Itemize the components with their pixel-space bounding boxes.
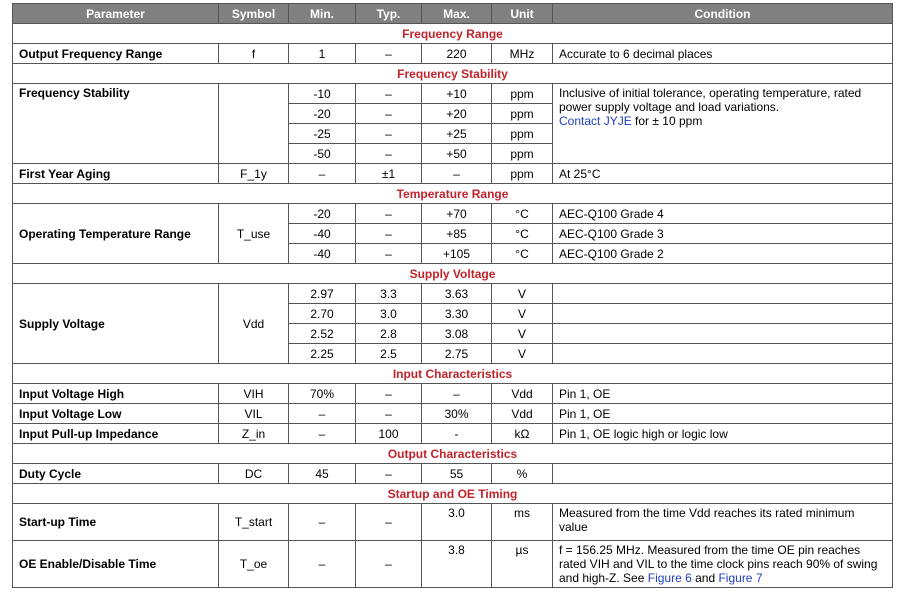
min-cell: -50 xyxy=(289,144,356,164)
min-cell: -40 xyxy=(289,224,356,244)
unit-cell: ppm xyxy=(492,84,553,104)
condition-text: Inclusive of initial tolerance, operating temperature, rated power supply voltage and load variations. xyxy=(559,86,862,114)
section-title: Startup and OE Timing xyxy=(13,484,893,504)
unit-cell: Vdd xyxy=(492,404,553,424)
param-name: First Year Aging xyxy=(13,164,219,184)
symbol-cell: VIL xyxy=(219,404,289,424)
min-cell: 45 xyxy=(289,464,356,484)
table-row xyxy=(13,504,893,541)
table-row xyxy=(13,404,893,424)
table-row xyxy=(13,44,893,64)
typ-cell: – xyxy=(356,204,422,224)
typ-cell: – xyxy=(356,464,422,484)
typ-cell: 100 xyxy=(356,424,422,444)
unit-cell: ppm xyxy=(492,124,553,144)
unit-cell: °C xyxy=(492,224,553,244)
max-cell: +105 xyxy=(422,244,492,264)
max-cell: +10 xyxy=(422,84,492,104)
max-cell: 30% xyxy=(422,404,492,424)
header-max: Max. xyxy=(422,4,492,24)
min-cell: -10 xyxy=(289,84,356,104)
section-title: Frequency Stability xyxy=(13,64,893,84)
unit-cell: ppm xyxy=(492,144,553,164)
table-row xyxy=(13,84,893,104)
typ-cell: 2.5 xyxy=(356,344,422,364)
typ-cell: – xyxy=(356,104,422,124)
section-row xyxy=(13,484,893,504)
table-row xyxy=(13,284,893,304)
symbol-cell: T_oe xyxy=(219,541,289,588)
param-name: Input Voltage Low xyxy=(13,404,219,424)
table-row xyxy=(13,384,893,404)
header-condition: Condition xyxy=(553,4,893,24)
max-cell: 3.0 xyxy=(422,504,492,541)
condition-cell xyxy=(553,284,893,304)
max-cell: +25 xyxy=(422,124,492,144)
unit-cell: °C xyxy=(492,204,553,224)
param-name: Frequency Stability xyxy=(13,84,219,164)
condition-cell: Pin 1, OE xyxy=(553,404,893,424)
condition-cell: AEC-Q100 Grade 4 xyxy=(553,204,893,224)
table-row xyxy=(13,164,893,184)
section-row xyxy=(13,184,893,204)
header-min: Min. xyxy=(289,4,356,24)
condition-cell: Pin 1, OE xyxy=(553,384,893,404)
min-cell: -20 xyxy=(289,104,356,124)
header-parameter: Parameter xyxy=(13,4,219,24)
header-typ: Typ. xyxy=(356,4,422,24)
unit-cell: MHz xyxy=(492,44,553,64)
max-cell: 3.08 xyxy=(422,324,492,344)
figure-7-link[interactable]: Figure 7 xyxy=(718,571,763,585)
condition-cell xyxy=(553,344,893,364)
section-title: Temperature Range xyxy=(13,184,893,204)
section-row xyxy=(13,444,893,464)
symbol-cell: Z_in xyxy=(219,424,289,444)
section-row xyxy=(13,64,893,84)
param-name: Output Frequency Range xyxy=(13,44,219,64)
min-cell: 2.70 xyxy=(289,304,356,324)
unit-cell: V xyxy=(492,344,553,364)
table-row xyxy=(13,204,893,224)
min-cell: 70% xyxy=(289,384,356,404)
section-row xyxy=(13,264,893,284)
min-cell: – xyxy=(289,541,356,588)
figure-6-link[interactable]: Figure 6 xyxy=(647,571,692,585)
unit-cell: ms xyxy=(492,504,553,541)
max-cell: 2.75 xyxy=(422,344,492,364)
unit-cell: °C xyxy=(492,244,553,264)
max-cell: 220 xyxy=(422,44,492,64)
unit-cell: kΩ xyxy=(492,424,553,444)
typ-cell: – xyxy=(356,224,422,244)
header-row xyxy=(13,4,893,24)
min-cell: -20 xyxy=(289,204,356,224)
max-cell: - xyxy=(422,424,492,444)
symbol-cell: VIH xyxy=(219,384,289,404)
max-cell: – xyxy=(422,164,492,184)
typ-cell: – xyxy=(356,384,422,404)
min-cell: – xyxy=(289,404,356,424)
condition-cell: Pin 1, OE logic high or logic low xyxy=(553,424,893,444)
typ-cell: 3.3 xyxy=(356,284,422,304)
table-row xyxy=(13,424,893,444)
typ-cell: – xyxy=(356,144,422,164)
header-symbol: Symbol xyxy=(219,4,289,24)
condition-cell: AEC-Q100 Grade 3 xyxy=(553,224,893,244)
condition-cell: Measured from the time Vdd reaches its rated minimum value xyxy=(553,504,893,541)
symbol-cell: f xyxy=(219,44,289,64)
condition-cell: At 25°C xyxy=(553,164,893,184)
header-unit: Unit xyxy=(492,4,553,24)
condition-cell xyxy=(553,464,893,484)
typ-cell: – xyxy=(356,44,422,64)
condition-suffix: for ± 10 ppm xyxy=(631,114,703,128)
param-name: Input Pull-up Impedance xyxy=(13,424,219,444)
min-cell: – xyxy=(289,424,356,444)
max-cell: 55 xyxy=(422,464,492,484)
typ-cell: ±1 xyxy=(356,164,422,184)
contact-link[interactable]: Contact JYJE xyxy=(559,114,632,128)
typ-cell: – xyxy=(356,124,422,144)
min-cell: -40 xyxy=(289,244,356,264)
max-cell: 3.30 xyxy=(422,304,492,324)
condition-cell: AEC-Q100 Grade 2 xyxy=(553,244,893,264)
max-cell: +50 xyxy=(422,144,492,164)
condition-cell xyxy=(553,324,893,344)
condition-cell xyxy=(553,541,893,588)
param-name: Duty Cycle xyxy=(13,464,219,484)
typ-cell: – xyxy=(356,541,422,588)
section-title: Supply Voltage xyxy=(13,264,893,284)
unit-cell: ppm xyxy=(492,104,553,124)
min-cell: – xyxy=(289,504,356,541)
section-row xyxy=(13,24,893,44)
symbol-cell: DC xyxy=(219,464,289,484)
symbol-cell: T_start xyxy=(219,504,289,541)
typ-cell: 2.8 xyxy=(356,324,422,344)
condition-text: f = 156.25 MHz. Measured from the time OE pin reaches rated VIH and VIL to the time clock pins reach 90% of swing and high-Z. See xyxy=(559,543,878,585)
unit-cell: V xyxy=(492,324,553,344)
param-name: Operating Temperature Range xyxy=(13,204,219,264)
symbol-cell: F_1y xyxy=(219,164,289,184)
symbol-cell xyxy=(219,84,289,164)
unit-cell: % xyxy=(492,464,553,484)
min-cell: 2.97 xyxy=(289,284,356,304)
section-title: Frequency Range xyxy=(13,24,893,44)
param-name: OE Enable/Disable Time xyxy=(13,541,219,588)
spec-table xyxy=(12,3,893,588)
symbol-cell: T_use xyxy=(219,204,289,264)
max-cell: +20 xyxy=(422,104,492,124)
unit-cell: ppm xyxy=(492,164,553,184)
max-cell: 3.8 xyxy=(422,541,492,588)
condition-and: and xyxy=(691,571,719,585)
min-cell: 1 xyxy=(289,44,356,64)
max-cell: 3.63 xyxy=(422,284,492,304)
max-cell: +70 xyxy=(422,204,492,224)
condition-cell xyxy=(553,304,893,324)
unit-cell: V xyxy=(492,284,553,304)
param-name: Input Voltage High xyxy=(13,384,219,404)
param-name: Start-up Time xyxy=(13,504,219,541)
condition-cell xyxy=(553,84,893,164)
typ-cell: – xyxy=(356,244,422,264)
max-cell: – xyxy=(422,384,492,404)
typ-cell: – xyxy=(356,84,422,104)
min-cell: 2.25 xyxy=(289,344,356,364)
table-row xyxy=(13,541,893,588)
typ-cell: – xyxy=(356,404,422,424)
section-title: Output Characteristics xyxy=(13,444,893,464)
table-row xyxy=(13,464,893,484)
condition-cell: Accurate to 6 decimal places xyxy=(553,44,893,64)
unit-cell: µs xyxy=(492,541,553,588)
max-cell: +85 xyxy=(422,224,492,244)
unit-cell: Vdd xyxy=(492,384,553,404)
section-row xyxy=(13,364,893,384)
min-cell: -25 xyxy=(289,124,356,144)
unit-cell: V xyxy=(492,304,553,324)
min-cell: 2.52 xyxy=(289,324,356,344)
symbol-cell: Vdd xyxy=(219,284,289,364)
typ-cell: – xyxy=(356,504,422,541)
section-title: Input Characteristics xyxy=(13,364,893,384)
min-cell: – xyxy=(289,164,356,184)
typ-cell: 3.0 xyxy=(356,304,422,324)
param-name: Supply Voltage xyxy=(13,284,219,364)
